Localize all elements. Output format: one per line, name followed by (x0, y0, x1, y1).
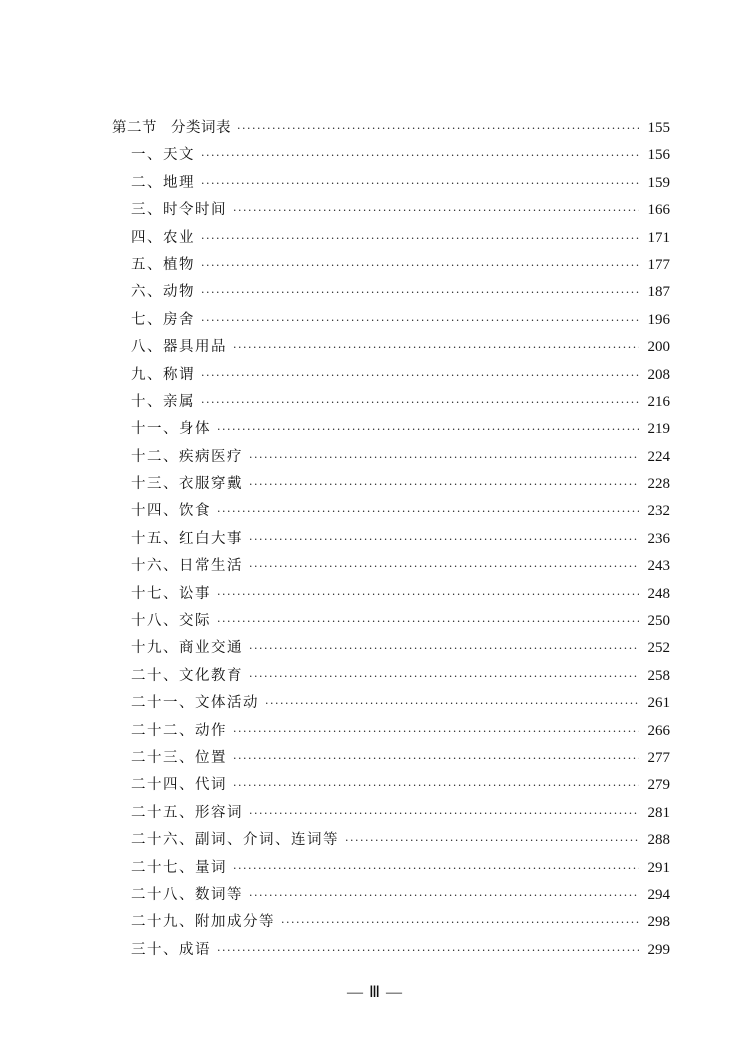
toc-item-title: 六、动物 (131, 284, 195, 301)
toc-item[interactable] (112, 170, 670, 197)
toc-item-title: 一、天文 (131, 147, 195, 164)
toc-item-page-number: 281 (647, 804, 670, 821)
toc-item[interactable] (112, 882, 670, 909)
toc-item-page-number: 156 (647, 147, 670, 164)
toc-item[interactable] (112, 498, 670, 525)
dot-leader (217, 416, 639, 443)
toc-item-title: 八、器具用品 (131, 339, 227, 356)
toc-item-title: 二十八、数词等 (131, 886, 243, 903)
toc-item-page-number: 216 (647, 393, 670, 410)
toc-item-title: 十七、讼事 (131, 585, 211, 602)
toc-item-title: 五、植物 (131, 256, 195, 273)
toc-item-title: 十五、红白大事 (131, 530, 243, 547)
page-footer-number: — Ⅲ — (346, 984, 404, 1001)
dot-leader (233, 745, 639, 772)
toc-item-page-number: 250 (647, 613, 670, 630)
dot-leader (249, 553, 639, 580)
toc-item-title: 二十、文化教育 (131, 667, 243, 684)
table-of-contents (112, 115, 670, 964)
toc-item-page-number: 258 (647, 667, 670, 684)
toc-item-title: 二十四、代词 (131, 777, 227, 794)
dot-leader (249, 635, 639, 662)
dot-leader (217, 498, 639, 525)
toc-item-page-number: 298 (647, 914, 670, 931)
toc-item-page-number: 261 (647, 695, 670, 712)
toc-item[interactable] (112, 937, 670, 964)
dot-leader (217, 937, 639, 964)
dot-leader (233, 334, 639, 361)
toc-item[interactable] (112, 225, 670, 252)
toc-item-title: 十三、衣服穿戴 (131, 476, 243, 493)
toc-item-title: 十一、身体 (131, 421, 211, 438)
dot-leader (345, 827, 639, 854)
toc-item[interactable] (112, 471, 670, 498)
toc-item[interactable] (112, 444, 670, 471)
section-number: 第二节 (112, 120, 157, 136)
toc-item[interactable] (112, 307, 670, 334)
dot-leader (201, 252, 639, 279)
toc-item-page-number: 299 (647, 941, 670, 958)
toc-item[interactable] (112, 197, 670, 224)
dot-leader (249, 663, 639, 690)
section-heading (112, 115, 231, 142)
dot-leader (201, 362, 639, 389)
section-page-number: 155 (647, 120, 670, 136)
toc-item[interactable] (112, 663, 670, 690)
toc-item-title: 二、地理 (131, 174, 195, 191)
toc-item-title: 二十三、位置 (131, 749, 227, 766)
toc-item-page-number: 248 (647, 585, 670, 602)
dot-leader (233, 855, 639, 882)
toc-item-title: 十九、商业交通 (131, 640, 243, 657)
toc-item-page-number: 196 (647, 311, 670, 328)
toc-item[interactable] (112, 279, 670, 306)
toc-item-page-number: 252 (647, 640, 670, 657)
toc-item[interactable] (112, 581, 670, 608)
toc-item[interactable] (112, 690, 670, 717)
toc-item-page-number: 200 (647, 339, 670, 356)
toc-item[interactable] (112, 909, 670, 936)
toc-item-title: 九、称谓 (131, 366, 195, 383)
toc-item-page-number: 232 (647, 503, 670, 520)
toc-item-page-number: 294 (647, 886, 670, 903)
toc-item-title: 七、房舍 (131, 311, 195, 328)
toc-item-title: 四、农业 (131, 229, 195, 246)
dot-leader (201, 307, 639, 334)
toc-item[interactable] (112, 718, 670, 745)
toc-item-page-number: 219 (647, 421, 670, 438)
dot-leader (201, 389, 639, 416)
toc-item[interactable] (112, 334, 670, 361)
dot-leader (233, 197, 639, 224)
toc-item[interactable] (112, 526, 670, 553)
dot-leader (217, 608, 639, 635)
dot-leader (249, 526, 639, 553)
toc-item-page-number: 279 (647, 777, 670, 794)
toc-item[interactable] (112, 745, 670, 772)
toc-item-title: 十六、日常生活 (131, 558, 243, 575)
toc-item[interactable] (112, 416, 670, 443)
toc-item-title: 二十七、量词 (131, 859, 227, 876)
toc-item[interactable] (112, 855, 670, 882)
toc-item-page-number: 171 (647, 229, 670, 246)
toc-item-page-number: 277 (647, 749, 670, 766)
toc-item-page-number: 159 (647, 174, 670, 191)
dot-leader (201, 170, 639, 197)
toc-item-title: 二十六、副词、介词、连词等 (131, 832, 339, 849)
toc-item-title: 二十二、动作 (131, 722, 227, 739)
toc-item[interactable] (112, 362, 670, 389)
toc-item-page-number: 266 (647, 722, 670, 739)
toc-item-page-number: 291 (647, 859, 670, 876)
toc-item[interactable] (112, 389, 670, 416)
toc-item[interactable] (112, 252, 670, 279)
toc-item[interactable] (112, 608, 670, 635)
toc-item-page-number: 243 (647, 558, 670, 575)
dot-leader (201, 225, 639, 252)
toc-item[interactable] (112, 553, 670, 580)
toc-section-row[interactable] (112, 115, 670, 142)
toc-item-page-number: 228 (647, 476, 670, 493)
toc-item-title: 十、亲属 (131, 393, 195, 410)
toc-item-page-number: 208 (647, 366, 670, 383)
toc-item-page-number: 224 (647, 448, 670, 465)
toc-item-title: 三、时令时间 (131, 202, 227, 219)
toc-item-page-number: 166 (647, 202, 670, 219)
dot-leader (249, 444, 639, 471)
toc-item[interactable] (112, 635, 670, 662)
toc-item[interactable] (112, 827, 670, 854)
dot-leader (233, 772, 639, 799)
dot-leader (249, 882, 639, 909)
toc-item[interactable] (112, 772, 670, 799)
dot-leader (237, 115, 639, 142)
dot-leader (217, 581, 639, 608)
dot-leader (201, 279, 639, 306)
toc-item-page-number: 288 (647, 832, 670, 849)
dot-leader (249, 471, 639, 498)
toc-item-page-number: 187 (647, 284, 670, 301)
toc-item-title: 二十一、文体活动 (131, 695, 259, 712)
dot-leader (281, 909, 639, 936)
toc-item-title: 十二、疾病医疗 (131, 448, 243, 465)
toc-item-title: 三十、成语 (131, 941, 211, 958)
toc-item[interactable] (112, 800, 670, 827)
toc-item-page-number: 177 (647, 256, 670, 273)
toc-item-title: 十四、饮食 (131, 503, 211, 520)
toc-item-page-number: 236 (647, 530, 670, 547)
toc-item[interactable] (112, 142, 670, 169)
toc-item-title: 十八、交际 (131, 613, 211, 630)
dot-leader (201, 142, 639, 169)
toc-item-list (112, 142, 670, 964)
toc-item-title: 二十五、形容词 (131, 804, 243, 821)
dot-leader (233, 718, 639, 745)
section-title: 分类词表 (171, 120, 231, 136)
dot-leader (265, 690, 639, 717)
toc-item-title: 二十九、附加成分等 (131, 914, 275, 931)
dot-leader (249, 800, 639, 827)
